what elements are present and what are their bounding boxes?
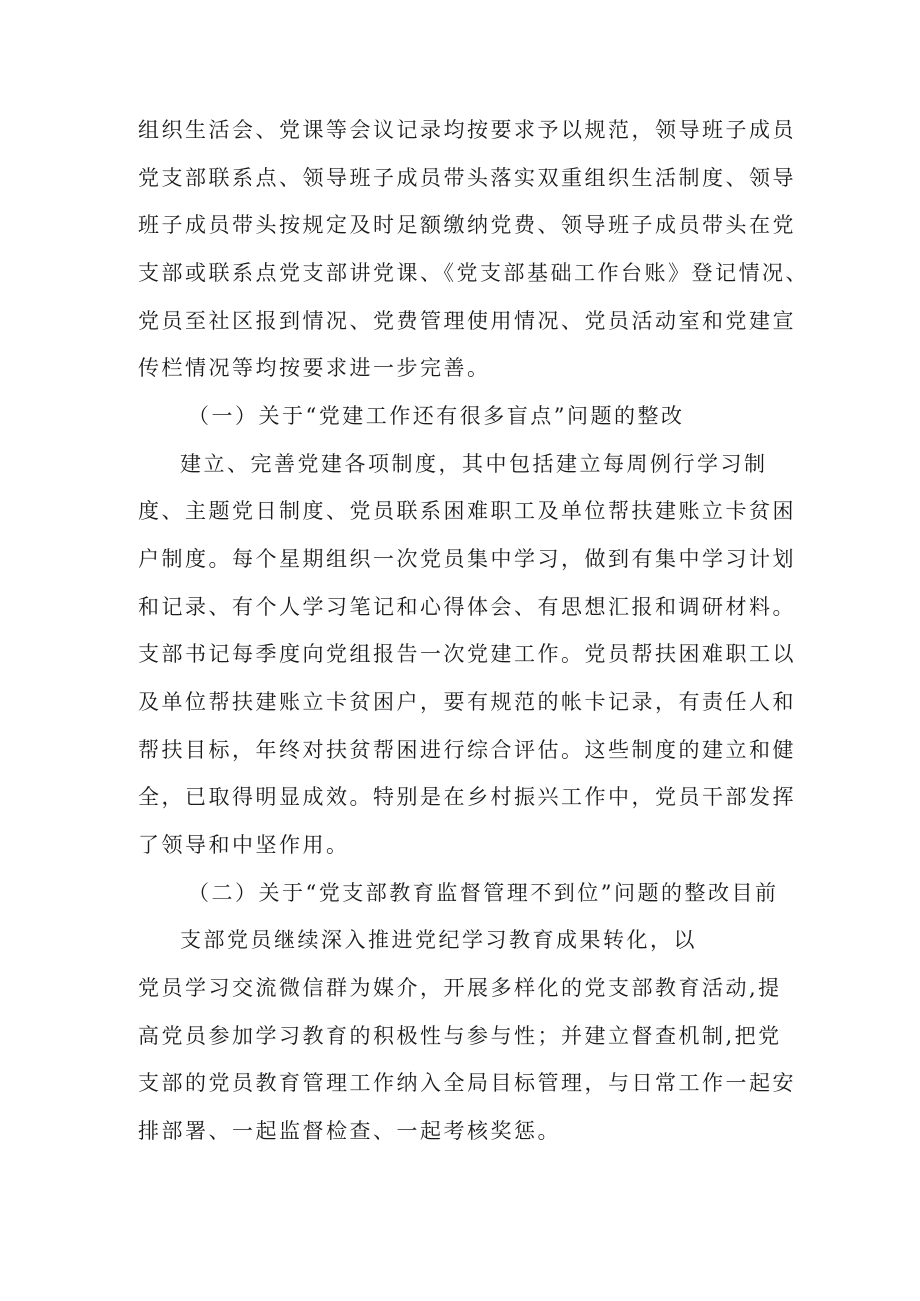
paragraph-line: 组织生活会、党课等会议记录均按要求予以规范，领导班子成员 — [138, 118, 796, 142]
paragraph-line: 支部党员继续深入推进党纪学习教育成果转化，以 — [180, 928, 697, 952]
paragraph-line: 排部署、一起监督检查、一起考核奖惩。 — [138, 1119, 561, 1143]
paragraph-line: 传栏情况等均按要求进一步完善。 — [138, 356, 491, 380]
paragraph-line: 了领导和中坚作用。 — [138, 833, 350, 857]
paragraph-line: 支部的党员教育管理工作纳入全局目标管理，与日常工作一起安 — [138, 1071, 796, 1095]
paragraph-line: 及单位帮扶建账立卡贫困户，要有规范的帐卡记录，有责任人和 — [138, 690, 796, 714]
paragraph-line: 户制度。每个星期组织一次党员集中学习，做到有集中学习计划 — [138, 547, 796, 571]
paragraph-line: 党支部联系点、领导班子成员带头落实双重组织生活制度、领导 — [138, 166, 796, 190]
paragraph-line: 党员学习交流微信群为媒介，开展多样化的党支部教育活动,提 — [138, 976, 782, 1000]
paragraph-line: 建立、完善党建各项制度，其中包括建立每周例行学习制 — [180, 452, 768, 476]
section-heading: （二）关于“党支部教育监督管理不到位”问题的整改目前 — [188, 881, 779, 905]
paragraph-line: 和记录、有个人学习笔记和心得体会、有思想汇报和调研材料。 — [138, 595, 796, 619]
paragraph-line: 支部或联系点党支部讲党课、《党支部基础工作台账》登记情况、 — [138, 261, 809, 285]
paragraph-line: 帮扶目标，年终对扶贫帮困进行综合评估。这些制度的建立和健 — [138, 738, 796, 762]
paragraph-line: 度、主题党日制度、党员联系困难职工及单位帮扶建账立卡贫困 — [138, 499, 796, 523]
paragraph-line: 班子成员带头按规定及时足额缴纳党费、领导班子成员带头在党 — [138, 213, 796, 237]
paragraph-line: 支部书记每季度向党组报告一次党建工作。党员帮扶困难职工以 — [138, 642, 796, 666]
paragraph-line: 全，已取得明显成效。特别是在乡村振兴工作中，党员干部发挥 — [138, 785, 796, 809]
paragraph-line: 党员至社区报到情况、党费管理使用情况、党员活动室和党建宣 — [138, 309, 796, 333]
paragraph-line: 高党员参加学习教育的积极性与参与性；并建立督查机制,把党 — [138, 1024, 782, 1048]
section-heading: （一）关于“党建工作还有很多盲点”问题的整改 — [188, 404, 685, 428]
